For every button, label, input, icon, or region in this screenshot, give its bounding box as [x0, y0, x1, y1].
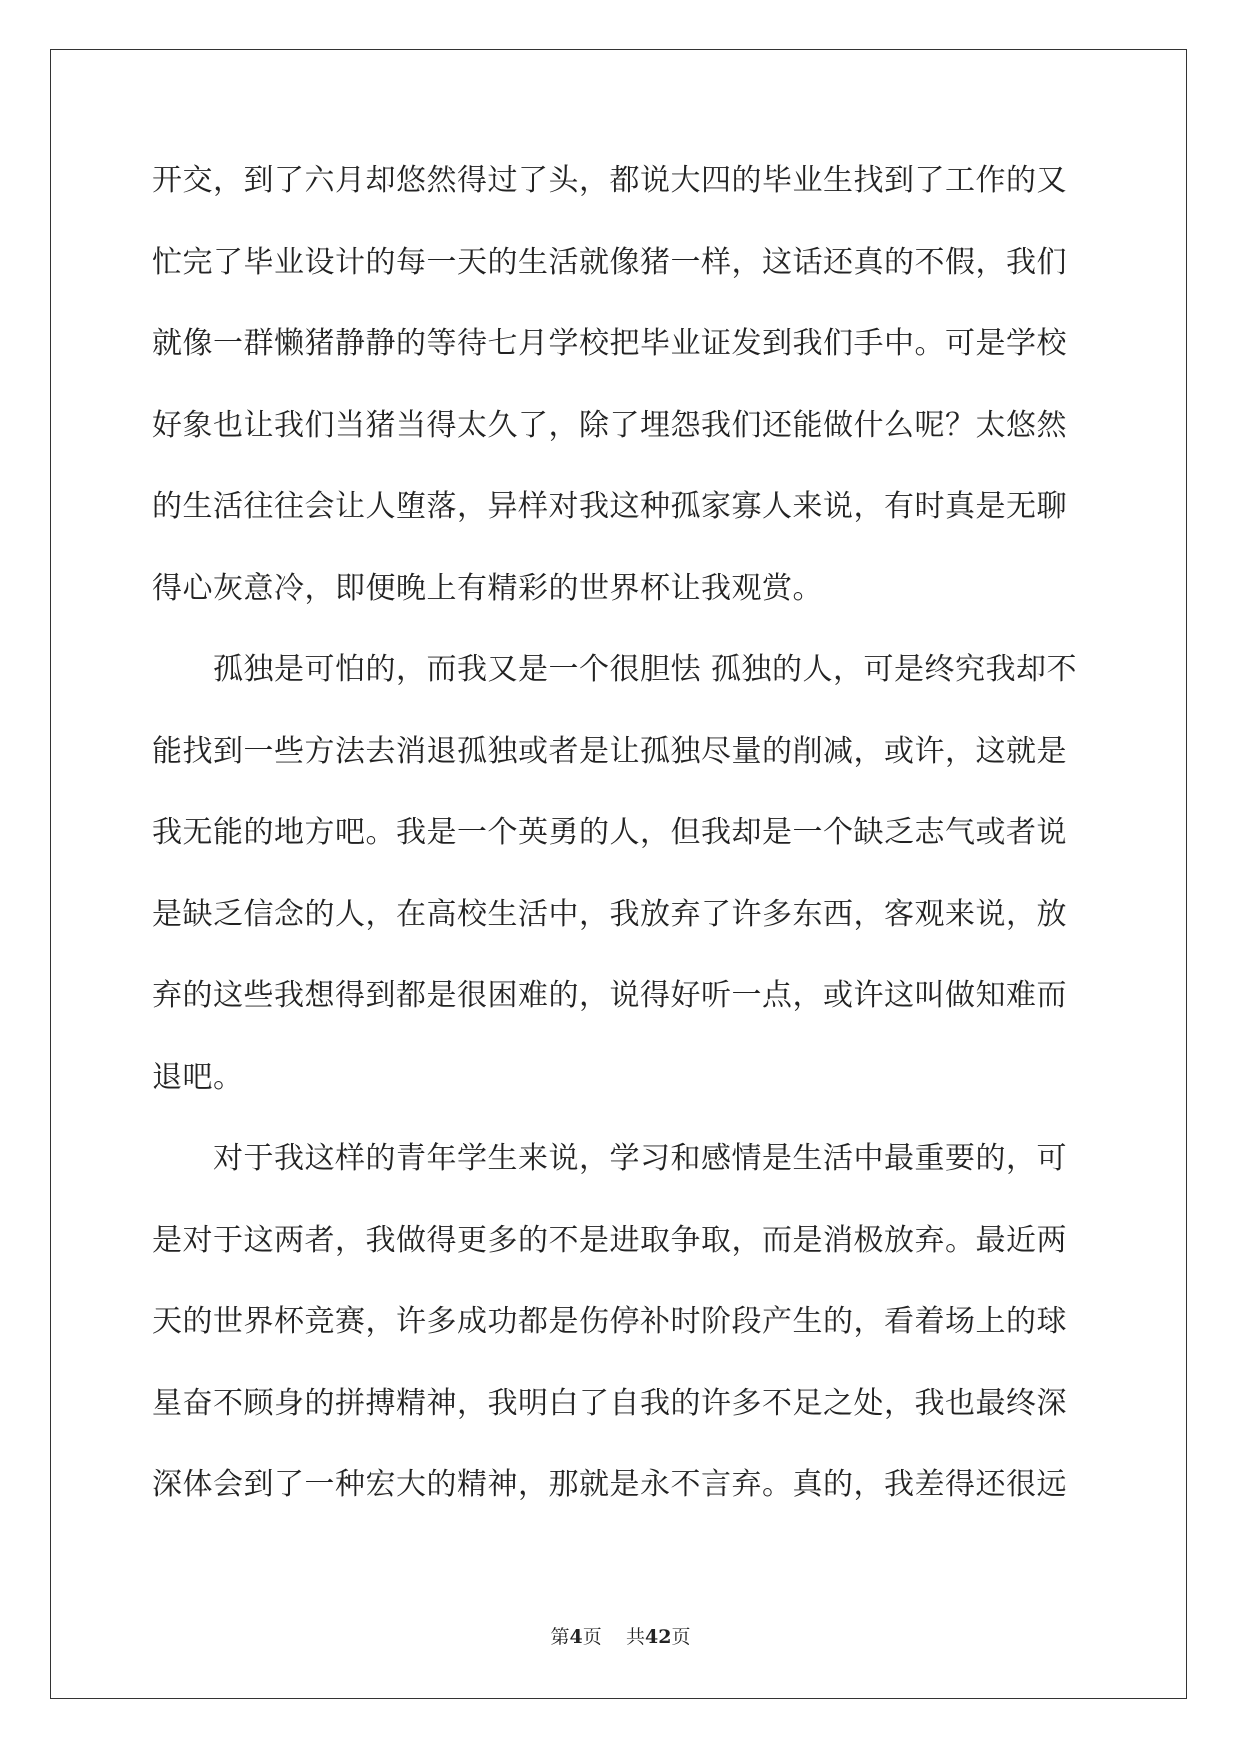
text-line: 就像一群懒猪静静的等待七月学校把毕业证发到我们手中。可是学校: [152, 326, 1067, 361]
footer-prefix: 第: [550, 1626, 570, 1648]
text-line: 得心灰意冷，即便晚上有精彩的世界杯让我观赏。: [152, 570, 823, 606]
document-body: [152, 162, 1089, 1548]
total-pages: 42: [644, 1626, 672, 1648]
text-line: 我无能的地方吧。我是一个英勇的人，但我却是一个缺乏志气或者说: [152, 815, 1067, 850]
text-line: 弃的这些我想得到都是很困难的，说得好听一点，或许这叫做知难而: [152, 978, 1067, 1013]
text-line: 退吧。: [152, 1059, 244, 1095]
text-line: 对于我这样的青年学生来说，学习和感情是生活中最重要的，可: [152, 1141, 1067, 1176]
footer-total-prefix: 共: [625, 1626, 645, 1648]
text-line: 是对于这两者，我做得更多的不是进取争取，而是消极放弃。最近两: [152, 1222, 1067, 1258]
text-line: 开交，到了六月却悠然得过了头，都说大四的毕业生找到了工作的又: [152, 163, 1067, 198]
page-footer: [0, 1622, 1241, 1649]
text-line: 天的世界杯竞赛，许多成功都是伤停补时阶段产生的，看着场上的球: [152, 1304, 1067, 1339]
footer-page-suffix: 页: [582, 1626, 602, 1648]
text-line: 的生活往往会让人堕落，异样对我这种孤家寡人来说，有时真是无聊: [152, 489, 1067, 524]
text-line: 忙完了毕业设计的每一天的生活就像猪一样，这话还真的不假，我们: [152, 244, 1067, 280]
page-number: 4: [569, 1626, 583, 1648]
text-line: 能找到一些方法去消退孤独或者是让孤独尽量的削减，或许，这就是: [152, 733, 1067, 769]
text-line: 星奋不顾身的拼搏精神，我明白了自我的许多不足之处，我也最终深: [152, 1385, 1067, 1421]
text-line: 孤独是可怕的，而我又是一个很胆怯 孤独的人，可是终究我却不: [152, 652, 1078, 687]
text-line: 深体会到了一种宏大的精神，那就是永不言弃。真的，我差得还很远: [152, 1467, 1067, 1502]
footer-total-suffix: 页: [671, 1626, 691, 1648]
text-line: 好象也让我们当猪当得太久了，除了埋怨我们还能做什么呢？太悠然: [152, 407, 1067, 443]
text-line: 是缺乏信念的人，在高校生活中，我放弃了许多东西，客观来说，放: [152, 896, 1067, 932]
